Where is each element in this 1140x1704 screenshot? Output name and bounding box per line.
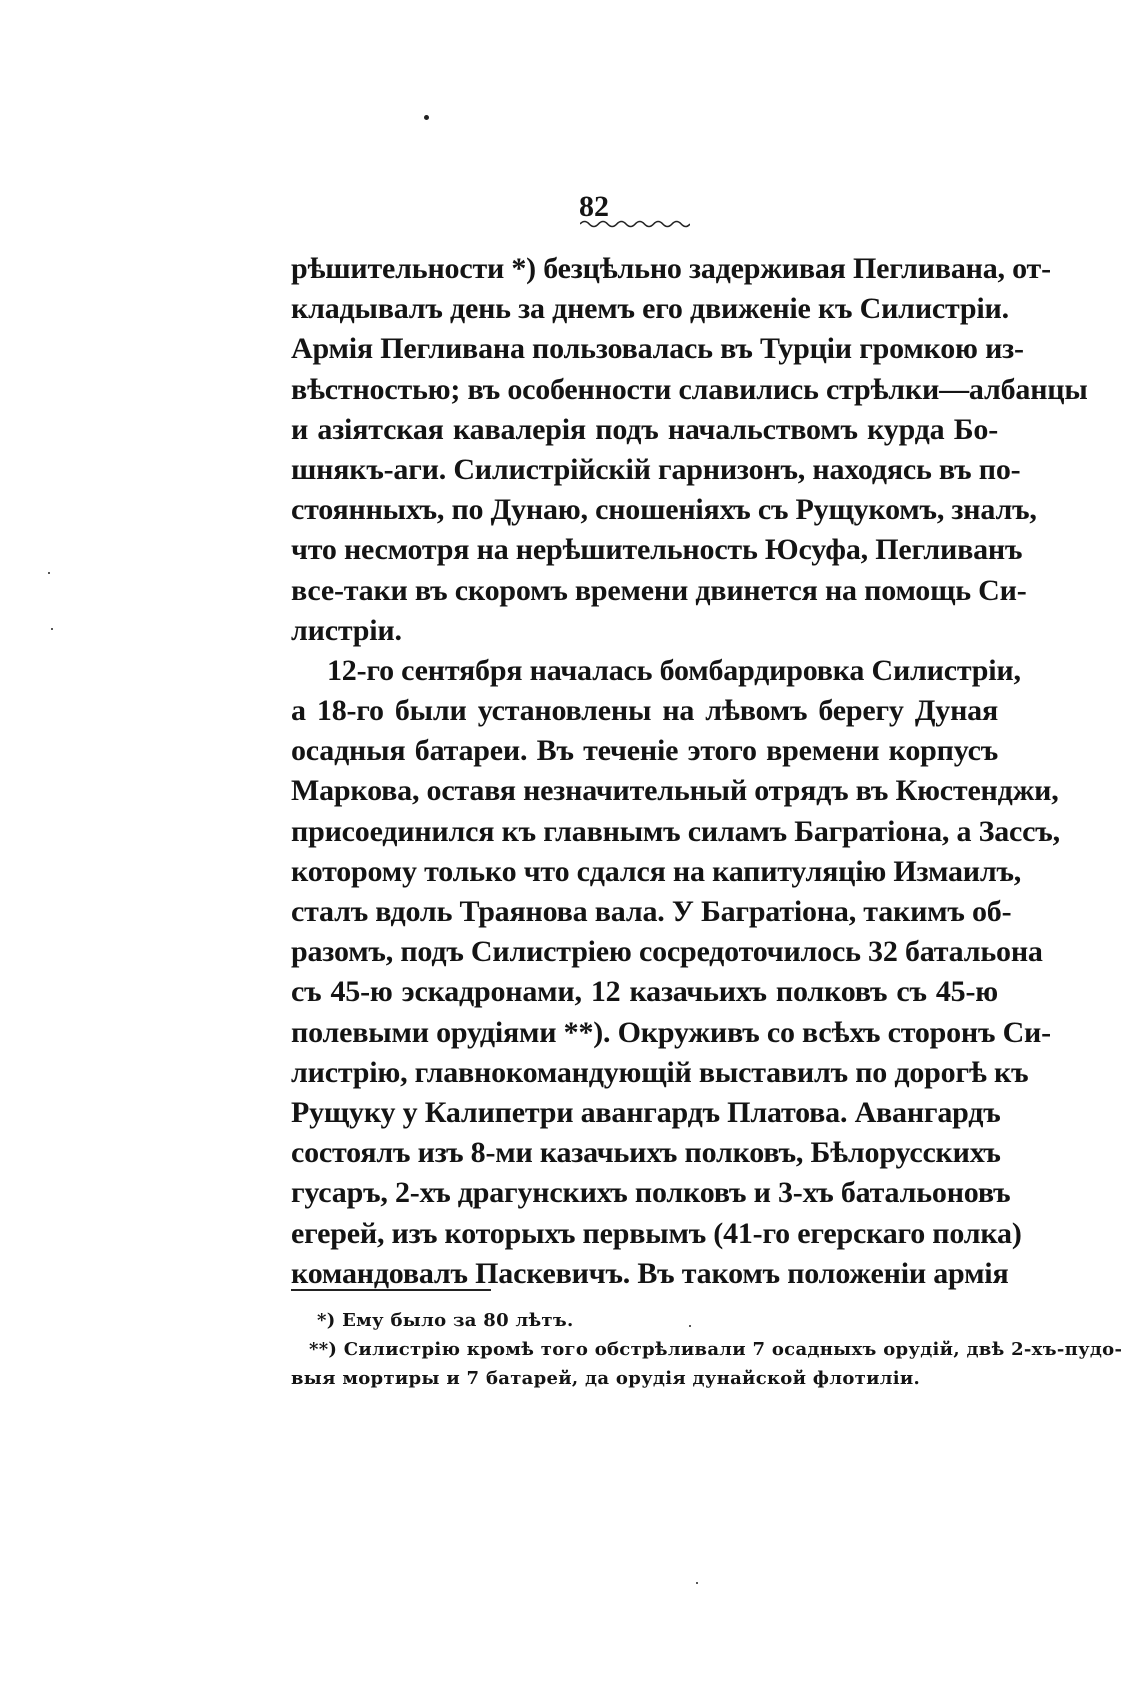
text-line: состоялъ изъ 8-ми казачьихъ полковъ, Бѣлорусскихъ (291, 1136, 1001, 1170)
footnote-2-line-2: выя мортиры и 7 батарей, да орудія дунайской флотиліи. (291, 1368, 921, 1389)
footnote-separator (291, 1289, 491, 1291)
text-line: что несмотря на нерѣшительность Юсуфа, Пегливанъ (291, 533, 1023, 567)
text-line: вѣстностью; въ особенности славились стрѣлки—албанцы (291, 372, 1088, 406)
text-line: которому только что сдался на капитуляцію Измаилъ, (291, 854, 1022, 888)
text-line: присоединился къ главнымъ силамъ Багратіона, а Зассъ, (291, 814, 1060, 848)
text-line: полевыми орудіями **). Окруживъ со всѣхъ сторонъ Си- (291, 1015, 1051, 1049)
footnote-1: *) Ему было за 80 лѣтъ. (317, 1310, 574, 1331)
text-line: командовалъ Паскевичъ. Въ такомъ положеніи армія (291, 1256, 1009, 1290)
text-line: листріи. (291, 613, 402, 647)
footnotes (291, 1306, 1123, 1393)
paragraph-1 (291, 249, 1088, 651)
body-text (291, 249, 1088, 1294)
text-line: сталъ вдоль Траянова вала. У Багратіона, такимъ об- (291, 895, 1012, 928)
text-line: листрію, главнокомандующій выставилъ по дорогѣ къ (291, 1055, 1029, 1089)
text-line: гусаръ, 2-хъ драгунскихъ полковъ и 3-хъ батальоновъ (291, 1176, 1011, 1210)
wavy-ornament-rule (580, 218, 690, 230)
page-header (0, 192, 1140, 222)
text-line: и азіятская кавалерія подъ начальствомъ курда Бо- (291, 412, 998, 446)
scan-speck (48, 572, 50, 574)
text-line: кладывалъ день за днемъ его движеніе къ Силистріи. (291, 292, 1009, 326)
scan-speck (424, 115, 429, 120)
text-line: Рущуку у Калипетри авангардъ Платова. Авангардъ (291, 1095, 1001, 1129)
text-line: съ 45-ю эскадронами, 12 казачьихъ полковъ съ 45-ю (291, 975, 998, 1009)
scan-speck (51, 628, 53, 630)
scan-speck (696, 1582, 698, 1584)
text-line: стоянныхъ, по Дунаю, сношеніяхъ съ Рущукомъ, зналъ, (291, 493, 1037, 527)
text-line: все-таки въ скоромъ времени двинется на помощь Си- (291, 573, 1027, 607)
text-line: 12-го сентября началась бомбардировка Силистріи, (327, 653, 1021, 687)
text-line: егерей, изъ которыхъ первымъ (41-го егерскаго полка) (291, 1216, 1022, 1250)
text-line: Армія Пегливана пользовалась въ Турціи громкою из- (291, 332, 1024, 366)
text-line: шнякъ-аги. Силистрійскій гарнизонъ, находясь въ по- (291, 452, 1021, 486)
text-line: Маркова, оставя незначительный отрядъ въ Кюстенджи, (291, 774, 1059, 808)
text-line: а 18-го были установлены на лѣвомъ берегу Дуная (291, 694, 998, 728)
text-line: осадныя батареи. Въ теченіе этого времени корпусъ (291, 734, 998, 768)
paragraph-2 (291, 651, 1060, 1294)
footnote-2-line-1: **) Силистрію кромѣ того обстрѣливали 7 осадныхъ орудій, двѣ 2-хъ-пудо- (309, 1339, 1123, 1360)
text-line: рѣшительности *) безцѣльно задерживая Пегливана, от- (291, 252, 1051, 285)
text-line: разомъ, подъ Силистріею сосредоточилось 32 батальона (291, 935, 1043, 969)
page-number: 82 (579, 190, 609, 223)
